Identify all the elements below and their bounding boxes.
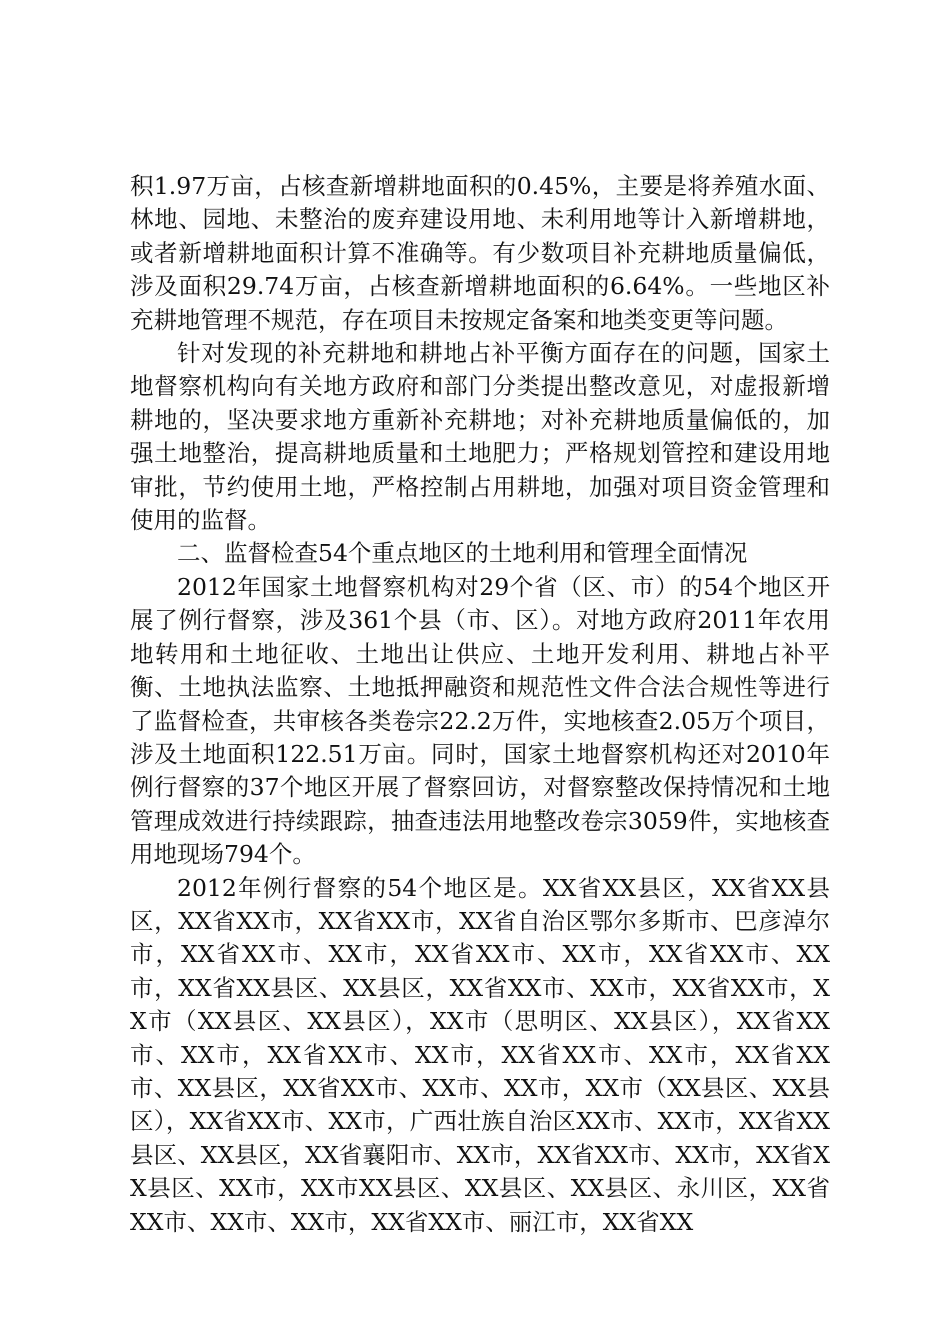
paragraph-inspection-2012: 2012年国家土地督察机构对29个省（区、市）的54个地区开展了例行督察，涉及361个县（市、区）。对地方政府2011年农用地转用和土地征收、土地出让供应、土地开发利用、耕地占补平衡、土地执法监察、土地抵押融资和规范性文件合法合规性等进行了监督检查，共审核各类卷宗22.2万件，实地核查2.05万个项目，涉及土地面积122.51万亩。同时，国家土地督察机构还对2010年例行督察的37个地区开展了督察回访，对督察整改保持情况和土地管理成效进行持续跟踪，抽查违法用地整改卷宗3059件，实地核查用地现场794个。 bbox=[130, 572, 830, 869]
section-heading: 二、监督检查54个重点地区的土地利用和管理全面情况 bbox=[177, 539, 748, 568]
paragraph-region-list: 2012年例行督察的54个地区是。XX省XX县区，XX省XX县区，XX省XX市，XX省XX市，XX省自治区鄂尔多斯市、巴彦淖尔市，XX省XX市、XX市，XX省XX市、XX市，XX省XX市、XX市，XX省XX县区、XX县区，XX省XX市、XX市，XX省XX市，XX市（XX县区、XX县区），XX市（思明区、XX县区），XX省XX市、XX市，XX省XX市、XX市，XX省XX市、XX市，XX省XX市、XX县区，XX省XX市、XX市、XX市，XX市（XX县区、XX县区），XX省XX市、XX市，广西壮族自治区XX市、XX市，XX省XX县区、XX县区，XX省襄阳市、XX市，XX省XX市、XX市，XX省XX县区、XX市，XX市XX县区、XX县区、XX县区、永川区，XX省XX市、XX市、XX市，XX省XX市、丽江市，XX省XX bbox=[130, 873, 830, 1236]
body-text bbox=[130, 170, 830, 1239]
paragraph-rectification: 针对发现的补充耕地和耕地占补平衡方面存在的问题，国家土地督察机构向有关地方政府和部门分类提出整改意见，对虚报新增耕地的，坚决要求地方重新补充耕地；对补充耕地质量偏低的，加强土地整治，提高耕地质量和土地肥力；严格规划管控和建设用地审批，节约使用土地，严格控制占用耕地，加强对项目资金管理和使用的监督。 bbox=[130, 339, 830, 535]
paragraph-continued: 积1.97万亩，占核查新增耕地面积的0.45%，主要是将养殖水面、林地、园地、未整治的废弃建设用地、未利用地等计入新增耕地，或者新增耕地面积计算不准确等。有少数项目补充耕地质量偏低，涉及面积29.74万亩，占核查新增耕地面积的6.64%。一些地区补充耕地管理不规范，存在项目未按规定备案和地类变更等问题。 bbox=[130, 172, 830, 334]
